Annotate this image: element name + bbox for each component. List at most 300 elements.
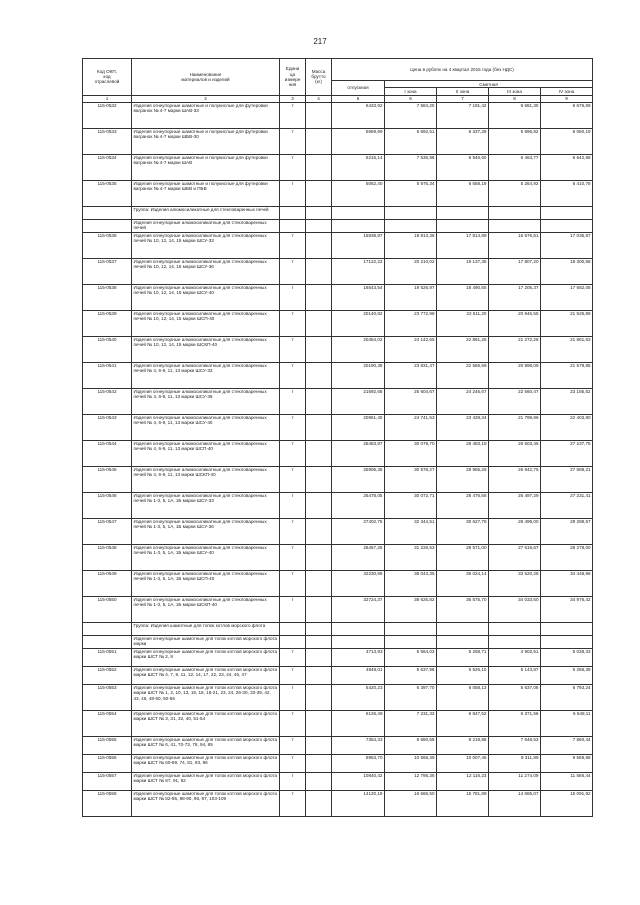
group-row	[83, 635, 593, 648]
table-row	[83, 336, 593, 362]
row-zone-1-price: 32 344,51	[385, 518, 437, 544]
row-name: Изделия огнеупорные алюмосиликатные для стекловаренных печей № 1-3, 5, 1А, 1Б марки ШСУ-33	[132, 492, 280, 518]
column-number: 9	[541, 95, 593, 102]
table-row	[83, 440, 593, 466]
row-zone-3-price: 5 143,87	[489, 666, 541, 684]
row-zone-2-price: 6 058,13	[437, 684, 489, 710]
row-zone-3-price: 27 515,67	[489, 544, 541, 570]
row-mass	[306, 154, 332, 180]
row-unit: т	[280, 596, 306, 622]
row-zone-3-price: 7 648,53	[489, 736, 541, 754]
row-zone-2-price: 24 245,67	[437, 388, 489, 414]
table-row	[83, 544, 593, 570]
row-code: 115-0536	[83, 232, 132, 258]
row-release-price: 4713,93	[332, 648, 385, 666]
row-code: 115-0540	[83, 336, 132, 362]
group-row	[83, 219, 593, 232]
row-zone-3-price: 26 503,46	[489, 440, 541, 466]
row-zone-4-price: 21 861,63	[541, 336, 593, 362]
row-zone-3-price: 28 499,00	[489, 518, 541, 544]
row-zone-3-price: 4 902,51	[489, 648, 541, 666]
table-row	[83, 666, 593, 684]
row-code: 115-0552	[83, 666, 132, 684]
row-unit: т	[280, 440, 306, 466]
table-row	[83, 492, 593, 518]
row-zone-3-price: 5 264,92	[489, 180, 541, 206]
row-release-price: 26457,25	[332, 544, 385, 570]
row-unit: т	[280, 648, 306, 666]
row-name: Изделия огнеупорные шамотные для топок котлов морского флота марки ШСТ № 82-85, 88-90, 96, 97, 103-109	[132, 790, 280, 816]
row-zone-3-price: 5 637,06	[489, 684, 541, 710]
empty-cell	[437, 635, 489, 648]
row-name: Изделия огнеупорные алюмосиликатные для стекловаренных печей № 4, 6-9, 11, 13 марки ШСУ-33	[132, 362, 280, 388]
row-zone-1-price: 30 072,71	[385, 492, 437, 518]
row-unit: т	[280, 102, 306, 128]
row-zone-3-price: 5 896,82	[489, 128, 541, 154]
row-unit: т	[280, 466, 306, 492]
row-mass	[306, 440, 332, 466]
row-zone-2-price: 6 847,52	[437, 710, 489, 736]
row-unit: т	[280, 666, 306, 684]
row-release-price: 8953,70	[332, 754, 385, 772]
empty-cell	[280, 206, 306, 219]
row-mass	[306, 128, 332, 154]
row-release-price: 25906,36	[332, 466, 385, 492]
row-zone-4-price: 6 060,19	[541, 128, 593, 154]
row-code: 115-0558	[83, 790, 132, 816]
empty-cell	[385, 219, 437, 232]
empty-cell	[306, 206, 332, 219]
row-release-price: 20140,82	[332, 310, 385, 336]
row-mass	[306, 180, 332, 206]
group-name: Изделия огнеупорные алюмосиликатные для стекловаренных печей	[132, 219, 280, 232]
row-mass	[306, 666, 332, 684]
row-name: Изделия огнеупорные алюмосиликатные для стекловаренных печей № 1-3, 5, 1А, 1Б марки ШСУ-40	[132, 544, 280, 570]
row-release-price: 4949,01	[332, 666, 385, 684]
empty-cell	[332, 206, 385, 219]
row-code	[83, 206, 132, 219]
header-zone-1: I зона	[385, 88, 437, 95]
empty-cell	[541, 206, 593, 219]
row-unit: т	[280, 154, 306, 180]
row-unit: т	[280, 492, 306, 518]
row-zone-2-price: 22 861,25	[437, 336, 489, 362]
row-unit: т	[280, 362, 306, 388]
header-release: отпускная	[332, 81, 385, 96]
row-zone-3-price: 6 371,56	[489, 710, 541, 736]
row-zone-3-price: 11 274,09	[489, 772, 541, 790]
empty-cell	[280, 219, 306, 232]
row-zone-2-price: 10 007,46	[437, 754, 489, 772]
row-mass	[306, 596, 332, 622]
row-unit: т	[280, 128, 306, 154]
table-row	[83, 284, 593, 310]
column-number-row	[83, 95, 593, 102]
row-zone-1-price: 5 637,96	[385, 666, 437, 684]
row-release-price: 5420,23	[332, 684, 385, 710]
table-row	[83, 258, 593, 284]
row-zone-1-price: 7 535,96	[385, 154, 437, 180]
table-row	[83, 362, 593, 388]
row-unit: т	[280, 518, 306, 544]
row-zone-1-price: 24 142,65	[385, 336, 437, 362]
row-code	[83, 219, 132, 232]
row-unit: т	[280, 232, 306, 258]
row-unit: т	[280, 570, 306, 596]
row-zone-4-price: 5 410,78	[541, 180, 593, 206]
row-mass	[306, 492, 332, 518]
row-zone-3-price: 20 946,55	[489, 310, 541, 336]
row-zone-1-price: 20 210,02	[385, 258, 437, 284]
row-release-price: 7354,33	[332, 736, 385, 754]
row-code: 115-0544	[83, 440, 132, 466]
row-release-price: 15938,97	[332, 232, 385, 258]
row-mass	[306, 518, 332, 544]
row-code: 115-0547	[83, 518, 132, 544]
row-zone-1-price: 5 564,03	[385, 648, 437, 666]
row-mass	[306, 648, 332, 666]
row-name: Изделия огнеупорные шамотные для топок котлов морского флота марки ШСТ № 3, 31, 32, 40, 51-54	[132, 710, 280, 736]
row-zone-1-price: 7 231,33	[385, 710, 437, 736]
row-zone-2-price: 19 137,35	[437, 258, 489, 284]
row-zone-4-price: 5 038,33	[541, 648, 593, 666]
row-release-price: 6215,14	[332, 154, 385, 180]
column-number: 4	[306, 95, 332, 102]
row-code	[83, 635, 132, 648]
row-zone-1-price: 23 831,47	[385, 362, 437, 388]
empty-cell	[541, 219, 593, 232]
row-name: Изделия огнеупорные алюмосиликатные для стекловаренных печей № 10, 12, 14, 15 марки ШСП-40	[132, 310, 280, 336]
row-zone-2-price: 23 428,34	[437, 414, 489, 440]
header-name: Наименование материалов и изделий	[132, 59, 280, 96]
row-mass	[306, 772, 332, 790]
row-zone-4-price: 7 860,44	[541, 736, 593, 754]
header-code: Код ОКП, код отраслевой	[83, 59, 132, 96]
row-release-price: 25483,97	[332, 440, 385, 466]
row-code: 115-0545	[83, 466, 132, 492]
row-zone-2-price: 36 575,70	[437, 596, 489, 622]
row-name: Изделия огнеупорные шамотные и полукислые для футеровки вагранок № 4-7 марки ШАВ	[132, 154, 280, 180]
row-name: Изделия огнеупорные алюмосиликатные для стекловаренных печей № 10, 12, 14, 15 марки ШСУ-40	[132, 284, 280, 310]
row-mass	[306, 466, 332, 492]
row-zone-3-price: 34 033,50	[489, 596, 541, 622]
row-unit: т	[280, 790, 306, 816]
row-release-price: 25478,05	[332, 492, 385, 518]
row-zone-1-price: 23 772,98	[385, 310, 437, 336]
empty-cell	[332, 622, 385, 635]
row-name: Изделия огнеупорные алюмосиликатные для стекловаренных печей № 1-3, 5, 1А, 1Б марки ШСКП-40	[132, 596, 280, 622]
row-name: Изделия огнеупорные алюмосиликатные для стекловаренных печей № 10, 12, 14, 15 марки ШСУ-33	[132, 232, 280, 258]
empty-cell	[332, 635, 385, 648]
table-row	[83, 128, 593, 154]
row-zone-2-price: 30 627,78	[437, 518, 489, 544]
row-zone-4-price: 23 185,52	[541, 388, 593, 414]
row-mass	[306, 310, 332, 336]
row-zone-2-price: 17 814,89	[437, 232, 489, 258]
table-row	[83, 710, 593, 736]
row-code	[83, 622, 132, 635]
row-zone-2-price: 18 490,55	[437, 284, 489, 310]
table-row	[83, 684, 593, 710]
group-name: Группа: Изделия алюмосиликатные для стекловаренных печей	[132, 206, 280, 219]
row-release-price: 16543,54	[332, 284, 385, 310]
row-name: Изделия огнеупорные алюмосиликатные для стекловаренных печей № 10, 12, 14, 15 марки ШСКП-40	[132, 336, 280, 362]
row-zone-4-price: 5 286,39	[541, 666, 593, 684]
row-zone-1-price: 30 578,27	[385, 466, 437, 492]
row-release-price: 21692,66	[332, 388, 385, 414]
table-row	[83, 388, 593, 414]
row-zone-3-price: 6 681,30	[489, 102, 541, 128]
header-price-title: Цена в рублях на 4 квартал 2015 года (без НДС)	[332, 59, 593, 81]
header-mass: Масса брутто (кг)	[306, 59, 332, 96]
row-unit: т	[280, 310, 306, 336]
table-header	[83, 59, 593, 103]
row-release-price: 6433,92	[332, 102, 385, 128]
row-zone-3-price: 22 560,47	[489, 388, 541, 414]
row-zone-4-price: 27 231,41	[541, 492, 593, 518]
row-zone-4-price: 6 676,69	[541, 102, 593, 128]
row-zone-2-price: 5 268,71	[437, 648, 489, 666]
row-release-price: 5669,99	[332, 128, 385, 154]
row-code: 115-0554	[83, 710, 132, 736]
header-unit: Едини ца измере ния	[280, 59, 306, 96]
row-code: 115-0548	[83, 544, 132, 570]
row-zone-1-price: 16 666,50	[385, 790, 437, 816]
row-zone-3-price: 20 998,09	[489, 362, 541, 388]
row-zone-2-price: 8 219,86	[437, 736, 489, 754]
row-code: 115-0533	[83, 128, 132, 154]
row-zone-1-price: 12 795,36	[385, 772, 437, 790]
row-zone-1-price: 6 692,51	[385, 128, 437, 154]
row-release-price: 27402,75	[332, 518, 385, 544]
row-zone-4-price: 34 976,42	[541, 596, 593, 622]
row-zone-1-price: 5 975,34	[385, 180, 437, 206]
table-row	[83, 736, 593, 754]
row-zone-2-price: 5 658,19	[437, 180, 489, 206]
table-body	[83, 102, 593, 816]
row-code: 115-0546	[83, 492, 132, 518]
row-code: 115-0556	[83, 754, 132, 772]
empty-cell	[437, 622, 489, 635]
row-unit: т	[280, 736, 306, 754]
row-zone-3-price: 21 799,86	[489, 414, 541, 440]
row-unit: т	[280, 180, 306, 206]
row-zone-4-price: 22 403,80	[541, 414, 593, 440]
price-table	[82, 58, 593, 817]
row-release-price: 32724,37	[332, 596, 385, 622]
row-zone-1-price: 7 584,20	[385, 102, 437, 128]
empty-cell	[541, 635, 593, 648]
table-row	[83, 180, 593, 206]
row-zone-3-price: 21 272,28	[489, 336, 541, 362]
row-name: Изделия огнеупорные шамотные для топок котлов морского флота марки ШСТ № 2, 8	[132, 648, 280, 666]
empty-cell	[332, 219, 385, 232]
table-row	[83, 310, 593, 336]
row-zone-1-price: 18 813,38	[385, 232, 437, 258]
table-row	[83, 466, 593, 492]
row-zone-3-price: 17 205,37	[489, 284, 541, 310]
row-code: 115-0551	[83, 648, 132, 666]
table-row	[83, 232, 593, 258]
row-zone-3-price: 33 520,28	[489, 570, 541, 596]
column-number: 3	[280, 95, 306, 102]
row-name: Изделия огнеупорные шамотные и полукислые для футеровки вагранок № 4-7 марки ШАВ-33	[132, 102, 280, 128]
row-zone-4-price: 9 569,88	[541, 754, 593, 772]
row-code: 115-0538	[83, 284, 132, 310]
row-zone-2-price: 5 526,10	[437, 666, 489, 684]
page-number: 217	[313, 37, 327, 46]
empty-cell	[437, 206, 489, 219]
group-row	[83, 622, 593, 635]
row-zone-1-price: 25 604,67	[385, 388, 437, 414]
row-zone-3-price: 26 497,29	[489, 492, 541, 518]
row-zone-4-price: 27 237,75	[541, 440, 593, 466]
row-zone-2-price: 29 571,00	[437, 544, 489, 570]
row-name: Изделия огнеупорные шамотные для топок котлов морского флота марки ШСТ № 60-69, 74, 81, 93, 96	[132, 754, 280, 772]
row-release-price: 6126,49	[332, 710, 385, 736]
row-release-price: 5062,40	[332, 180, 385, 206]
row-zone-2-price: 12 116,23	[437, 772, 489, 790]
row-zone-2-price: 22 511,20	[437, 310, 489, 336]
row-name: Изделия огнеупорные алюмосиликатные для стекловаренных печей № 4, 6-9, 11, 13 марки ШСУ-36	[132, 388, 280, 414]
empty-cell	[306, 635, 332, 648]
table-row	[83, 648, 593, 666]
row-mass	[306, 754, 332, 772]
row-name: Изделия огнеупорные алюмосиликатные для стекловаренных печей № 4, 6-9, 11, 13 марки ШСП-40	[132, 440, 280, 466]
row-zone-2-price: 6 337,29	[437, 128, 489, 154]
row-mass	[306, 284, 332, 310]
row-code: 115-0534	[83, 154, 132, 180]
row-name: Изделия огнеупорные шамотные для топок котлов морского флота марки ШСТ № 87, 91, 92	[132, 772, 280, 790]
row-unit: т	[280, 710, 306, 736]
empty-cell	[385, 635, 437, 648]
row-code: 115-0542	[83, 388, 132, 414]
row-zone-2-price: 15 781,89	[437, 790, 489, 816]
row-code: 115-0549	[83, 570, 132, 596]
column-number: 6	[385, 95, 437, 102]
group-name: Изделия огнеупорные шамотные для топок котлов морского флота марки	[132, 635, 280, 648]
row-zone-1-price: 19 526,97	[385, 284, 437, 310]
row-code: 115-0539	[83, 310, 132, 336]
table-row	[83, 518, 593, 544]
table-row	[83, 570, 593, 596]
empty-cell	[280, 635, 306, 648]
row-zone-1-price: 31 228,53	[385, 544, 437, 570]
row-release-price: 20190,38	[332, 362, 385, 388]
row-zone-3-price: 6 463,77	[489, 154, 541, 180]
row-mass	[306, 570, 332, 596]
row-code: 115-0555	[83, 736, 132, 754]
table-row	[83, 772, 593, 790]
row-zone-3-price: 26 942,75	[489, 466, 541, 492]
row-code: 115-0541	[83, 362, 132, 388]
table-row	[83, 102, 593, 128]
row-release-price: 20961,40	[332, 414, 385, 440]
row-code: 115-0553	[83, 684, 132, 710]
row-mass	[306, 336, 332, 362]
table-row	[83, 154, 593, 180]
row-name: Изделия огнеупорные шамотные для топок котлов морского флота марки ШСТ № 4, 7, 9, 11, 12, 14, 17, 22, 23, 44, 45, 47	[132, 666, 280, 684]
row-code: 115-0535	[83, 180, 132, 206]
table-row	[83, 790, 593, 816]
row-code: 115-0532	[83, 102, 132, 128]
row-code: 115-0550	[83, 596, 132, 622]
row-name: Изделия огнеупорные алюмосиликатные для стекловаренных печей № 4, 6-9, 11, 13 марки ШСКП-40	[132, 466, 280, 492]
row-zone-4-price: 17 035,87	[541, 232, 593, 258]
row-zone-4-price: 11 586,44	[541, 772, 593, 790]
row-release-price: 17122,23	[332, 258, 385, 284]
row-unit: т	[280, 544, 306, 570]
header-zone-4: IV зона	[541, 88, 593, 95]
row-mass	[306, 790, 332, 816]
row-zone-3-price: 14 685,07	[489, 790, 541, 816]
row-release-price: 32230,89	[332, 570, 385, 596]
row-name: Изделия огнеупорные алюмосиликатные для стекловаренных печей № 1-3, 5, 1А, 1Б марки ШСУ-36	[132, 518, 280, 544]
row-zone-1-price: 6 397,70	[385, 684, 437, 710]
row-unit: т	[280, 336, 306, 362]
empty-cell	[489, 206, 541, 219]
column-number: 5	[332, 95, 385, 102]
row-zone-3-price: 17 807,20	[489, 258, 541, 284]
column-number: 2	[132, 95, 280, 102]
row-zone-2-price: 28 955,26	[437, 466, 489, 492]
row-zone-4-price: 21 526,89	[541, 310, 593, 336]
empty-cell	[489, 622, 541, 635]
row-mass	[306, 710, 332, 736]
group-row	[83, 206, 593, 219]
empty-cell	[489, 635, 541, 648]
row-zone-4-price: 28 278,00	[541, 544, 593, 570]
row-mass	[306, 684, 332, 710]
row-code: 115-0557	[83, 772, 132, 790]
row-zone-4-price: 5 793,24	[541, 684, 593, 710]
row-code: 115-0537	[83, 258, 132, 284]
row-zone-2-price: 36 024,14	[437, 570, 489, 596]
row-name: Изделия огнеупорные алюмосиликатные для стекловаренных печей № 10, 12, 14, 15 марки ШСУ-36	[132, 258, 280, 284]
row-zone-4-price: 27 689,21	[541, 466, 593, 492]
row-name: Изделия огнеупорные шамотные для топок котлов морского флота марки ШСТ № 6, 41, 70-73, 78, 94, 95	[132, 736, 280, 754]
header-zone-3: III зона	[489, 88, 541, 95]
row-unit: т	[280, 388, 306, 414]
row-zone-4-price: 6 548,11	[541, 710, 593, 736]
empty-cell	[437, 219, 489, 232]
row-mass	[306, 544, 332, 570]
empty-cell	[306, 622, 332, 635]
row-mass	[306, 414, 332, 440]
empty-cell	[541, 622, 593, 635]
row-zone-1-price: 8 680,59	[385, 736, 437, 754]
row-unit: т	[280, 684, 306, 710]
empty-cell	[306, 219, 332, 232]
row-mass	[306, 102, 332, 128]
column-number: 7	[437, 95, 489, 102]
row-unit: т	[280, 414, 306, 440]
row-mass	[306, 736, 332, 754]
row-unit: т	[280, 284, 306, 310]
empty-cell	[385, 622, 437, 635]
row-mass	[306, 362, 332, 388]
row-zone-2-price: 28 483,18	[437, 440, 489, 466]
row-zone-2-price: 6 946,60	[437, 154, 489, 180]
row-zone-2-price: 22 566,59	[437, 362, 489, 388]
row-unit: т	[280, 754, 306, 772]
row-name: Изделия огнеупорные шамотные и полукислые для футеровки вагранок № 4-7 марки ШБВ-30	[132, 128, 280, 154]
row-zone-4-price: 29 288,57	[541, 518, 593, 544]
row-name: Изделия огнеупорные шамотные для топок котлов морского флота марки ШСТ № 1, 2, 10, 13, 15, 18, 18-21, 23, 24, 26-30, 33-39, 42, 43, 46, 48-50, 50-56	[132, 684, 280, 710]
table-row	[83, 754, 593, 772]
row-unit: т	[280, 258, 306, 284]
row-zone-3-price: 16 576,61	[489, 232, 541, 258]
